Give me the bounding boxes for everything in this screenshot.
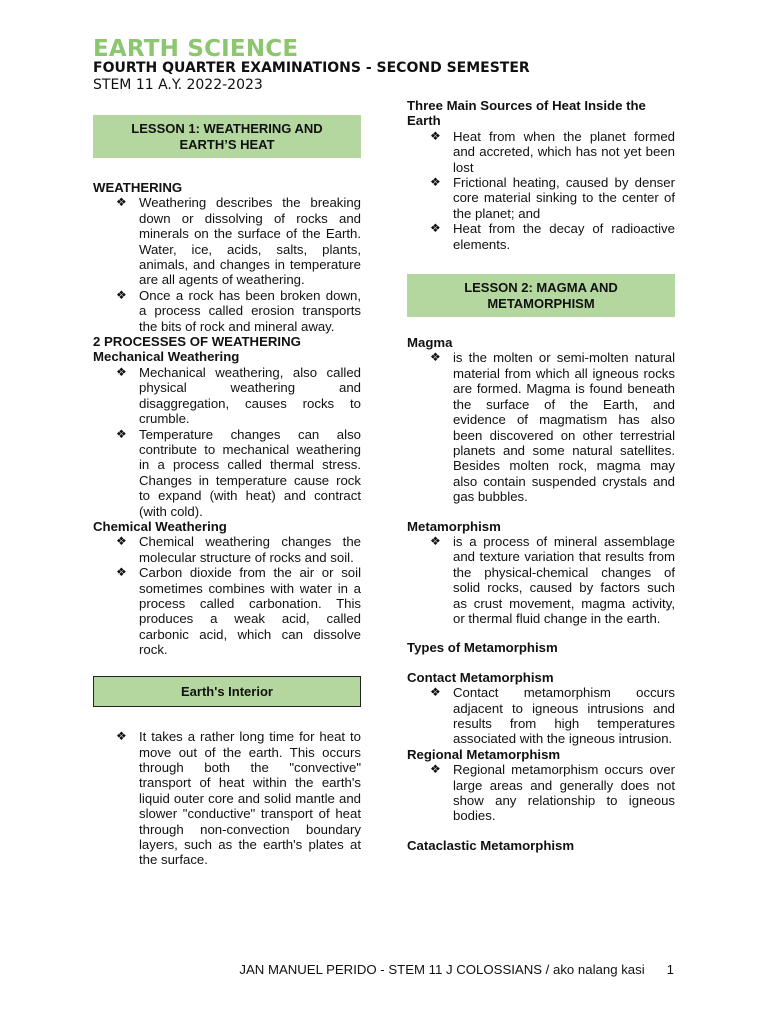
- bullet-item: [116, 287, 361, 334]
- bullet-item: [430, 175, 675, 221]
- regional-list: [407, 762, 675, 824]
- bullet-diamond-icon: ❖: [116, 287, 127, 302]
- left-column: [93, 115, 361, 868]
- bullet-text: is a process of mineral assemblage and texture variation that results from the physical-chemical changes of solid rocks, caused by factors such as crust movement, magma activity, or thermal fluid change in the earth.: [453, 533, 675, 626]
- processes-heading: 2 PROCESSES OF WEATHERING: [93, 334, 301, 350]
- bullet-text: Temperature changes can also contribute to mechanical weathering in a process called thermal stress. Changes in temperature cause rock to expand (with heat) and contract (with cold).: [139, 426, 361, 519]
- bullet-item: [430, 350, 675, 505]
- metamorphism-list: [407, 534, 675, 626]
- bullet-diamond-icon: ❖: [430, 221, 441, 236]
- bullet-diamond-icon: ❖: [430, 533, 441, 548]
- contact-list: [407, 685, 675, 747]
- bullet-text: Regional metamorphism occurs over large areas and generally does not show any relationship to igneous bodies.: [453, 762, 675, 824]
- bullet-diamond-icon: ❖: [430, 685, 441, 700]
- bullet-diamond-icon: ❖: [430, 350, 441, 365]
- bullet-item: [116, 565, 361, 658]
- bullet-item: [430, 221, 675, 252]
- footer-author: JAN MANUEL PERIDO - STEM 11 J COLOSSIANS / ako nalang kasi: [239, 962, 645, 977]
- page-number: 1: [666, 962, 674, 977]
- bullet-item: [116, 534, 361, 565]
- bullet-diamond-icon: ❖: [116, 195, 127, 210]
- bullet-diamond-icon: ❖: [116, 729, 127, 744]
- academic-year: STEM 11 A.Y. 2022-2023: [93, 77, 263, 93]
- bullet-diamond-icon: ❖: [430, 762, 441, 777]
- bullet-item: [430, 533, 675, 626]
- lesson2-title-box: LESSON 2: MAGMA AND METAMORPHISM: [407, 274, 675, 317]
- bullet-item: [116, 364, 361, 427]
- bullet-item: [116, 426, 361, 519]
- right-column: [407, 98, 675, 853]
- bullet-diamond-icon: ❖: [116, 534, 127, 549]
- heat-sources-list: [407, 129, 675, 252]
- bullet-text: Heat from the decay of radioactive elements.: [453, 221, 675, 252]
- bullet-item: [116, 729, 361, 868]
- document-subtitle: FOURTH QUARTER EXAMINATIONS - SECOND SEMESTER: [93, 60, 530, 76]
- bullet-text: is the molten or semi-molten natural material from which all igneous rocks are formed. Magma is found beneath the surface of the Earth, and evidence of magmatism has also been discovered on other terrestrial planets and some natural satellites. Besides molten rock, magma may also contain suspended crystals and gas bubbles.: [453, 350, 675, 505]
- earths-interior-box: Earth's Interior: [93, 676, 361, 708]
- weathering-heading: WEATHERING: [93, 180, 183, 195]
- regional-heading: Regional Metamorphism: [407, 746, 561, 762]
- bullet-diamond-icon: ❖: [430, 175, 441, 190]
- bullet-diamond-icon: ❖: [430, 128, 441, 143]
- magma-heading: Magma: [407, 335, 453, 351]
- document-header: [93, 36, 530, 93]
- interior-list: [93, 729, 361, 868]
- bullet-item: [430, 128, 675, 175]
- document-title: EARTH SCIENCE: [93, 36, 299, 62]
- types-heading: Types of Metamorphism: [407, 640, 558, 656]
- cataclastic-heading: Cataclastic Metamorphism: [407, 837, 575, 853]
- chemical-list: [93, 534, 361, 657]
- bullet-text: Contact metamorphism occurs adjacent to igneous intrusions and results from high temperatures associated with the igneous intrusion.: [453, 685, 675, 747]
- bullet-text: Weathering describes the breaking down or dissolving of rocks and minerals on the surface of the Earth. Water, ice, acids, salts, plants, animals, and changes in temperature are all agents of weathering.: [139, 195, 361, 288]
- bullet-text: Once a rock has been broken down, a process called erosion transports the bits of rock and mineral away.: [139, 287, 361, 334]
- bullet-text: It takes a rather long time for heat to move out of the earth. This occurs through both the "convective" transport of heat within the earth's liquid outer core and solid mantle and slower "conductive" transport of heat through non-convection boundary layers, such as the earth's plates at the surface.: [139, 729, 361, 868]
- bullet-text: Chemical weathering changes the molecular structure of rocks and soil.: [139, 534, 361, 565]
- bullet-text: Mechanical weathering, also called physical weathering and disaggregation, causes rocks to crumble.: [139, 364, 361, 427]
- bullet-text: Heat from when the planet formed and accreted, which has not yet been lost: [453, 128, 675, 175]
- heat-sources-heading: Three Main Sources of Heat Inside the Earth: [407, 98, 646, 129]
- mechanical-list: [93, 365, 361, 519]
- lesson1-title-box: LESSON 1: WEATHERING AND EARTH’S HEAT: [93, 115, 361, 158]
- bullet-text: Frictional heating, caused by denser core material sinking to the center of the planet; and: [453, 175, 675, 221]
- bullet-item: [116, 195, 361, 288]
- bullet-item: [430, 762, 675, 824]
- bullet-diamond-icon: ❖: [116, 426, 127, 441]
- weathering-list: [93, 195, 361, 334]
- metamorphism-heading: Metamorphism: [407, 518, 501, 534]
- contact-heading: Contact Metamorphism: [407, 669, 554, 685]
- page-footer: [239, 962, 674, 978]
- bullet-diamond-icon: ❖: [116, 364, 127, 379]
- mechanical-heading: Mechanical Weathering: [93, 349, 240, 365]
- chemical-heading: Chemical Weathering: [93, 518, 227, 534]
- magma-list: [407, 350, 675, 504]
- bullet-diamond-icon: ❖: [116, 565, 127, 580]
- bullet-item: [430, 685, 675, 747]
- bullet-text: Carbon dioxide from the air or soil sometimes combines with water in a process called carbonation. This produces a weak acid, called carbonic acid, which can dissolve rock.: [139, 565, 361, 658]
